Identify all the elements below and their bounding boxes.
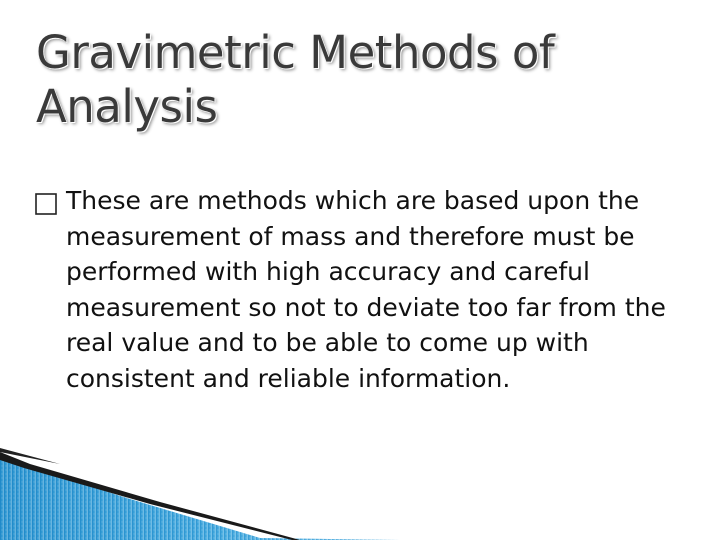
decorative-swoosh [0, 440, 720, 540]
bullet-text: These are methods which are based upon the measurement of mass and therefore must be performed with high accuracy and careful measurement so not to deviate too far from the real value and to be able to come up with consistent and reliable information. [66, 186, 666, 393]
slide-body [34, 183, 704, 396]
slide-title-line-1: Gravimetric Methods of [36, 26, 555, 79]
blue-swoosh-texture [0, 454, 400, 540]
missing-glyph-box-icon [34, 192, 60, 216]
bullet-item [34, 183, 704, 396]
slide-title [36, 26, 676, 134]
slide-title-line-2: Analysis [36, 80, 218, 133]
